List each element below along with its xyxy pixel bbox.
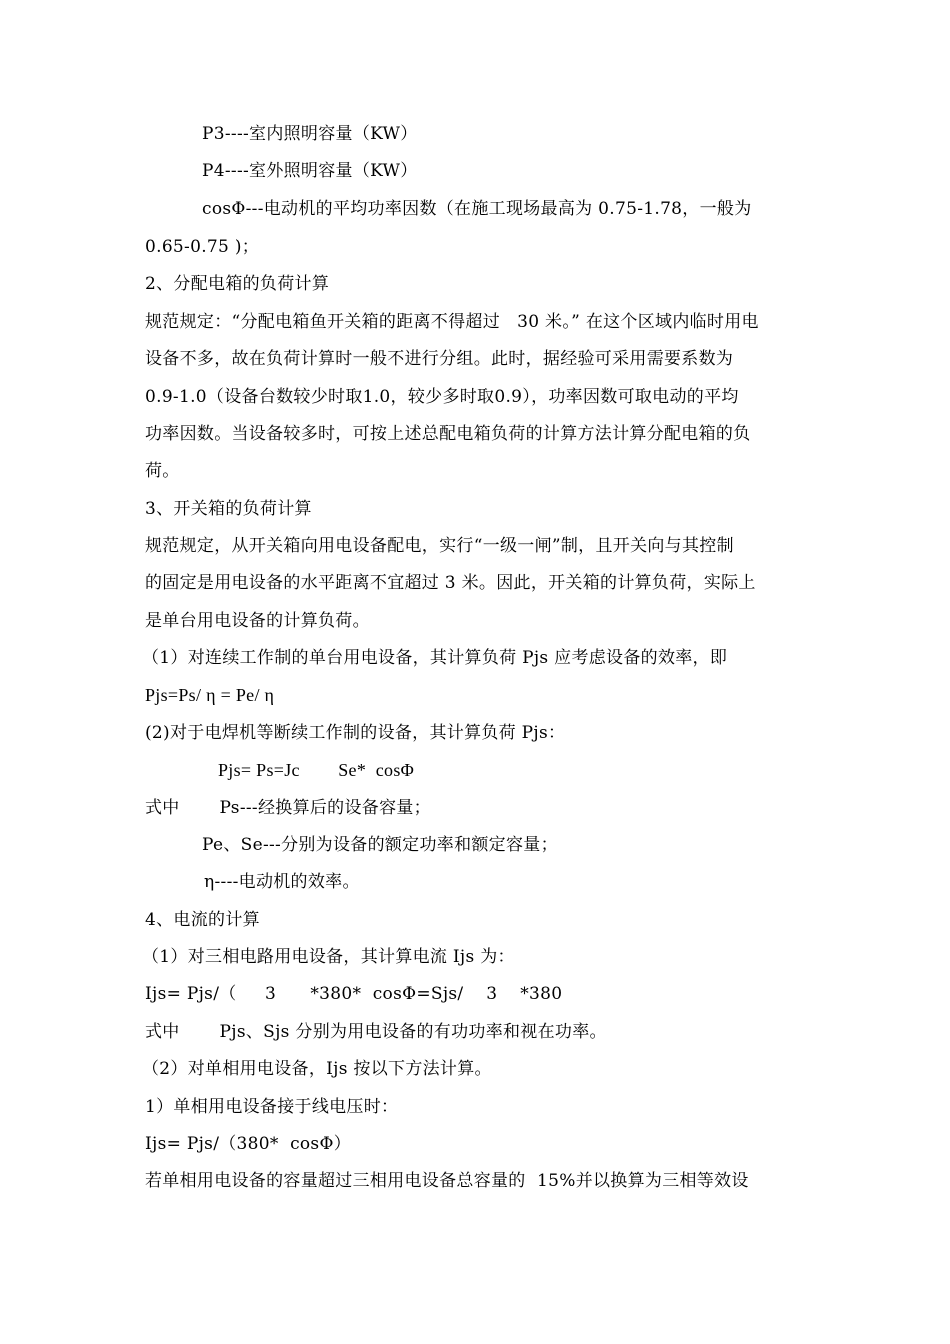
- paragraph-line: 1）单相用电设备接于线电压时：: [145, 1097, 399, 1117]
- formula-ijs-single-phase: Ijs= Pjs/（380* cosΦ）: [145, 1134, 351, 1154]
- paragraph-line: 功率因数。当设备较多时，可按上述总配电箱负荷的计算方法计算分配电箱的负: [145, 424, 751, 444]
- formula-legend: Pe、Se---分别为设备的额定功率和额定容量；: [202, 835, 558, 855]
- paragraph-line: 0.65-0.75 )；: [145, 237, 260, 257]
- paragraph-line: (2)对于电焊机等断续工作制的设备，其计算负荷 Pjs：: [145, 723, 566, 743]
- paragraph-line: 规范规定：“分配电箱鱼开关箱的距离不得超过 30 米。” 在这个区域内临时用电: [145, 312, 759, 332]
- formula-legend: 式中 Pjs、Sjs 分别为用电设备的有功功率和视在功率。: [145, 1022, 607, 1042]
- paragraph-line: 设备不多，故在负荷计算时一般不进行分组。此时，据经验可采用需要系数为: [145, 349, 734, 369]
- paragraph-line: 规范规定，从开关箱向用电设备配电，实行“一级一闸”制，且开关向与其控制: [145, 536, 734, 556]
- definition-p3: P3----室内照明容量（KW）: [202, 124, 418, 144]
- paragraph-line: （1）对连续工作制的单台用电设备，其计算负荷 Pjs 应考虑设备的效率，即: [142, 648, 728, 668]
- formula-legend: 式中 Ps---经换算后的设备容量；: [145, 798, 431, 818]
- section-heading-3: 3、开关箱的负荷计算: [145, 499, 312, 519]
- formula-pjs-intermittent: Pjs= Ps=Jc Se* cosΦ: [218, 760, 415, 780]
- paragraph-line: 的固定是用电设备的水平距离不宜超过 3 米。因此，开关箱的计算负荷，实际上: [145, 573, 756, 593]
- paragraph-line: （1）对三相电路用电设备，其计算电流 Ijs 为：: [142, 947, 515, 967]
- formula-legend: η----电动机的效率。: [204, 872, 360, 892]
- paragraph-line: 荷。: [145, 461, 180, 481]
- paragraph-line: 是单台用电设备的计算负荷。: [145, 611, 370, 631]
- formula-pjs-continuous: Pjs=Ps/ η = Pe/ η: [145, 685, 275, 705]
- formula-ijs-three-phase: Ijs= Pjs/（ 3 *380* cosΦ=Sjs/ 3 *380: [145, 984, 563, 1004]
- paragraph-line: （2）对单相用电设备，Ijs 按以下方法计算。: [142, 1059, 492, 1079]
- definition-cos-phi: cosΦ---电动机的平均功率因数（在施工现场最高为 0.75-1.78，一般为: [202, 199, 752, 219]
- paragraph-line: 若单相用电设备的容量超过三相用电设备总容量的 15%并以换算为三相等效设: [145, 1171, 749, 1191]
- section-heading-4: 4、电流的计算: [145, 910, 260, 930]
- paragraph-line: 0.9-1.0（设备台数较少时取1.0，较少多时取0.9），功率因数可取电动的平均: [145, 387, 739, 407]
- definition-p4: P4----室外照明容量（KW）: [202, 161, 418, 181]
- section-heading-2: 2、分配电箱的负荷计算: [145, 274, 330, 294]
